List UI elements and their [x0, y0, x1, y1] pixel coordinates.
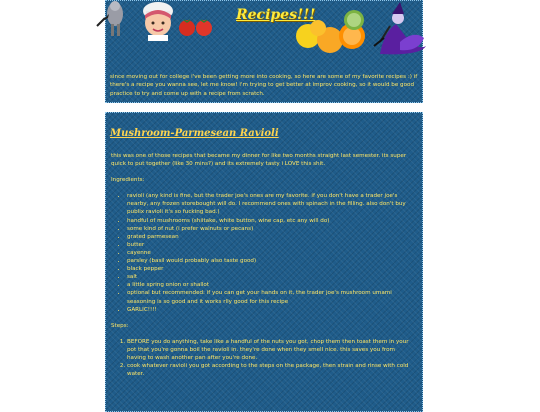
dog-figure-icon: [95, 0, 129, 38]
post-body: [111, 152, 411, 378]
steps-list: [111, 338, 411, 378]
post-description: this was one of those recipes that became my dinner for like two months straight last semester. its super quick to put together (like 30 mins?) and its extremely tasty i LOVE this shit.: [111, 153, 407, 168]
ingredient-item: • parsley (basil would probably also taste good): [127, 257, 411, 265]
ingredient-item: • butter: [127, 241, 411, 249]
ingredient-item: • black pepper: [127, 265, 411, 273]
citrus-fruits-icon: [294, 6, 374, 58]
ingredients-list: [111, 192, 411, 313]
step-item: 1. BEFORE you do anything, take like a handful of the nuts you got, chop them then toast them in your pot that you're gonna boil the ravioli in. they're done when they smell nice. this saves you from having to wash another pan after you're done.: [127, 338, 411, 362]
ingredient-item: • GARLIC!!!!: [127, 306, 411, 314]
steps-label: Steps:: [111, 322, 129, 329]
ingredients-label: Ingredients:: [111, 177, 145, 184]
chef-girl-icon: [136, 1, 182, 41]
intro-text: since moving out for college i've been getting more into cooking, so here are some of my favorite recipes :) if there's a recipe you wanna see, let me know! i'm trying to get better at improv cooking, so it would be good practice to try and come up with a recipe from scratch.: [110, 74, 418, 97]
post-title[interactable]: Mushroom-Parmesean Ravioli: [110, 128, 279, 139]
ingredient-item: • grated parmesean: [127, 233, 411, 241]
ingredient-item: • handful of mushrooms (shiitake, white button, wine cap, etc any will do): [127, 217, 411, 225]
ingredient-item: • salt: [127, 273, 411, 281]
ingredient-item: • a little spring onion or shallot: [127, 281, 411, 289]
ingredient-item: • cayenne: [127, 249, 411, 257]
step-item: 2. cook whatever ravioli you got according to the steps on the package, then strain and rinse with cold water.: [127, 362, 411, 378]
tomatoes-icon: [178, 16, 214, 38]
ingredient-item: • optional but recommended: if you can get your hands on it, the trader joe's mushroom umami seasoning is so good and it works rlly good for this recipe: [127, 289, 411, 305]
ingredient-item: • some kind of nut (i prefer walnuts or pecans): [127, 225, 411, 233]
purple-wizard-icon: [370, 2, 428, 56]
ingredient-item: • ravioli (any kind is fine, but the trader joe's ones are my favorite. if you don't have a trader joe's nearby, any frozen storebought will do. I recommend ones with spinach in the filling. also don't buy publix ravioli it's so fucking bad.): [127, 192, 411, 216]
page-title: Recipes!!!: [236, 7, 316, 23]
